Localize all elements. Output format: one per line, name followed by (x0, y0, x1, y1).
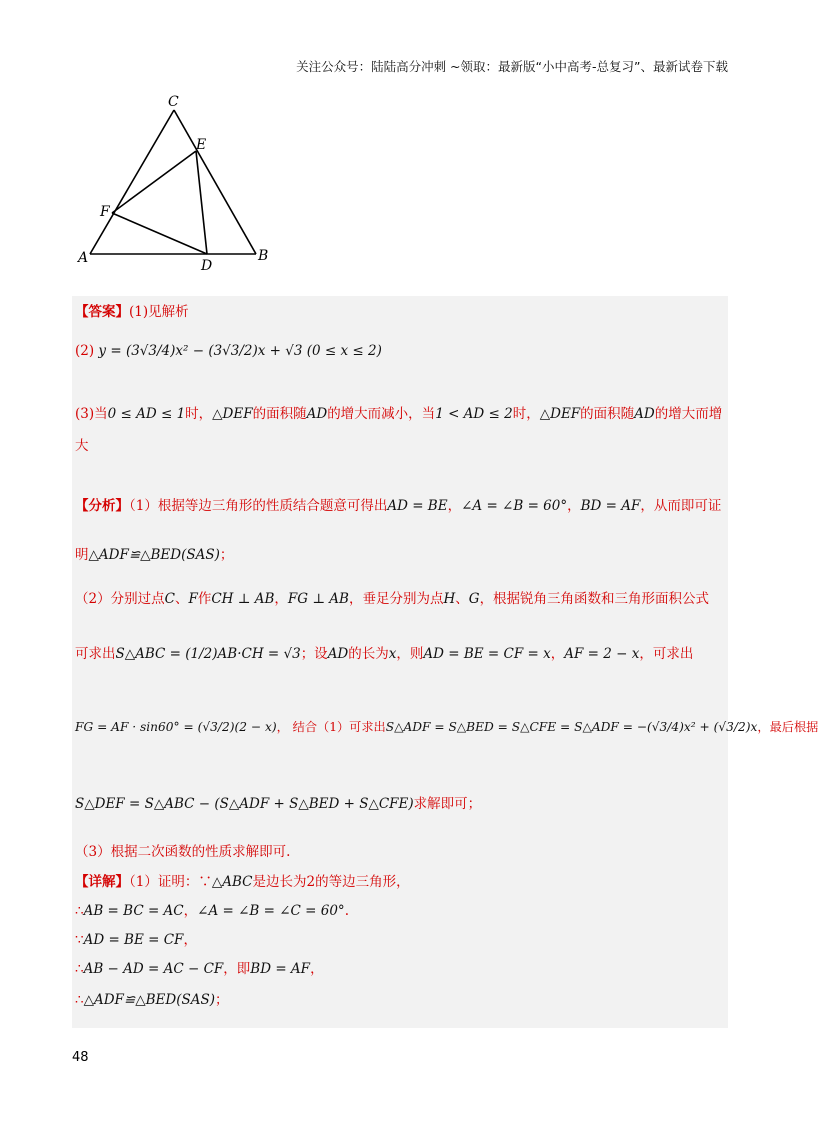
label-a: A (78, 250, 89, 266)
label-b: B (258, 248, 269, 264)
triangle-figure (72, 92, 282, 277)
answer-line-1: 【答案】(1)见解析 (75, 304, 189, 320)
label-c: C (168, 94, 179, 110)
answer-line-4: 大 (75, 438, 89, 454)
analysis-line-4: 可求出S△ABC = (1/2)AB·CH = √3；设AD的长为x，则AD = BE = CF = x，AF = 2 − x，可求出 (75, 646, 694, 662)
analysis-line-1: 【分析】（1）根据等边三角形的性质结合题意可得出AD = BE，∠A = ∠B = 60°，BD = AF，从而即可证 (75, 498, 722, 514)
analysis-line-7: （3）根据二次函数的性质求解即可. (75, 844, 291, 860)
detail-tag: 【详解】 (75, 874, 129, 890)
detail-line-4: ∴AB − AD = AC − CF，即BD = AF， (75, 961, 324, 977)
analysis-tag: 【分析】 (75, 498, 129, 514)
answer-tag: 【答案】 (75, 304, 129, 320)
page-header: 关注公众号：陆陆高分冲刺 ~领取：最新版“小中高考-总复习”、最新试卷下载 (296, 59, 728, 74)
segment-ac (90, 110, 174, 254)
segment-fd (112, 213, 207, 254)
detail-line-5: ∴△ADF≌△BED(SAS)； (75, 992, 229, 1008)
answer-line-2: (2) y = (3√3/4)x² − (3√3/2)x + √3 (0 ≤ x ≤ 2) (75, 343, 382, 359)
label-e: E (196, 137, 207, 153)
label-d: D (201, 258, 213, 274)
detail-line-3: ∵AD = BE = CF， (75, 932, 197, 948)
detail-line-2: ∴AB = BC = AC，∠A = ∠B = ∠C = 60°. (75, 903, 349, 919)
segment-bc (174, 110, 256, 254)
analysis-line-2: 明△ADF≌△BED(SAS)； (75, 547, 234, 563)
analysis-line-6: S△DEF = S△ABC − (S△ADF + S△BED + S△CFE)求解即可； (75, 796, 482, 812)
analysis-line-5: FG = AF · sin60° = (√3/2)(2 − x)， 结合（1）可求出S△ADF = S△BED = S△CFE = S△ADF = −(√3/4)x² + (√3/2)x，最后根据 (75, 720, 818, 734)
segment-fe (112, 151, 196, 213)
analysis-line-3: （2）分别过点C、F作CH ⊥ AB，FG ⊥ AB，垂足分别为点H、G，根据锐角三角函数和三角形面积公式 (75, 591, 710, 607)
answer-formula: y = (3√3/4)x² − (3√3/2)x + √3 (0 ≤ x ≤ 2) (98, 343, 382, 359)
answer-line-3: (3)当0 ≤ AD ≤ 1时，△DEF的面积随AD的增大而减小，当1 < AD ≤ 2时，△DEF的面积随AD的增大而增 (75, 406, 723, 422)
page-number: 48 (72, 1050, 89, 1065)
detail-line-1: 【详解】（1）证明：∵△ABC是边长为2的等边三角形， (75, 874, 410, 890)
label-f: F (100, 204, 110, 220)
